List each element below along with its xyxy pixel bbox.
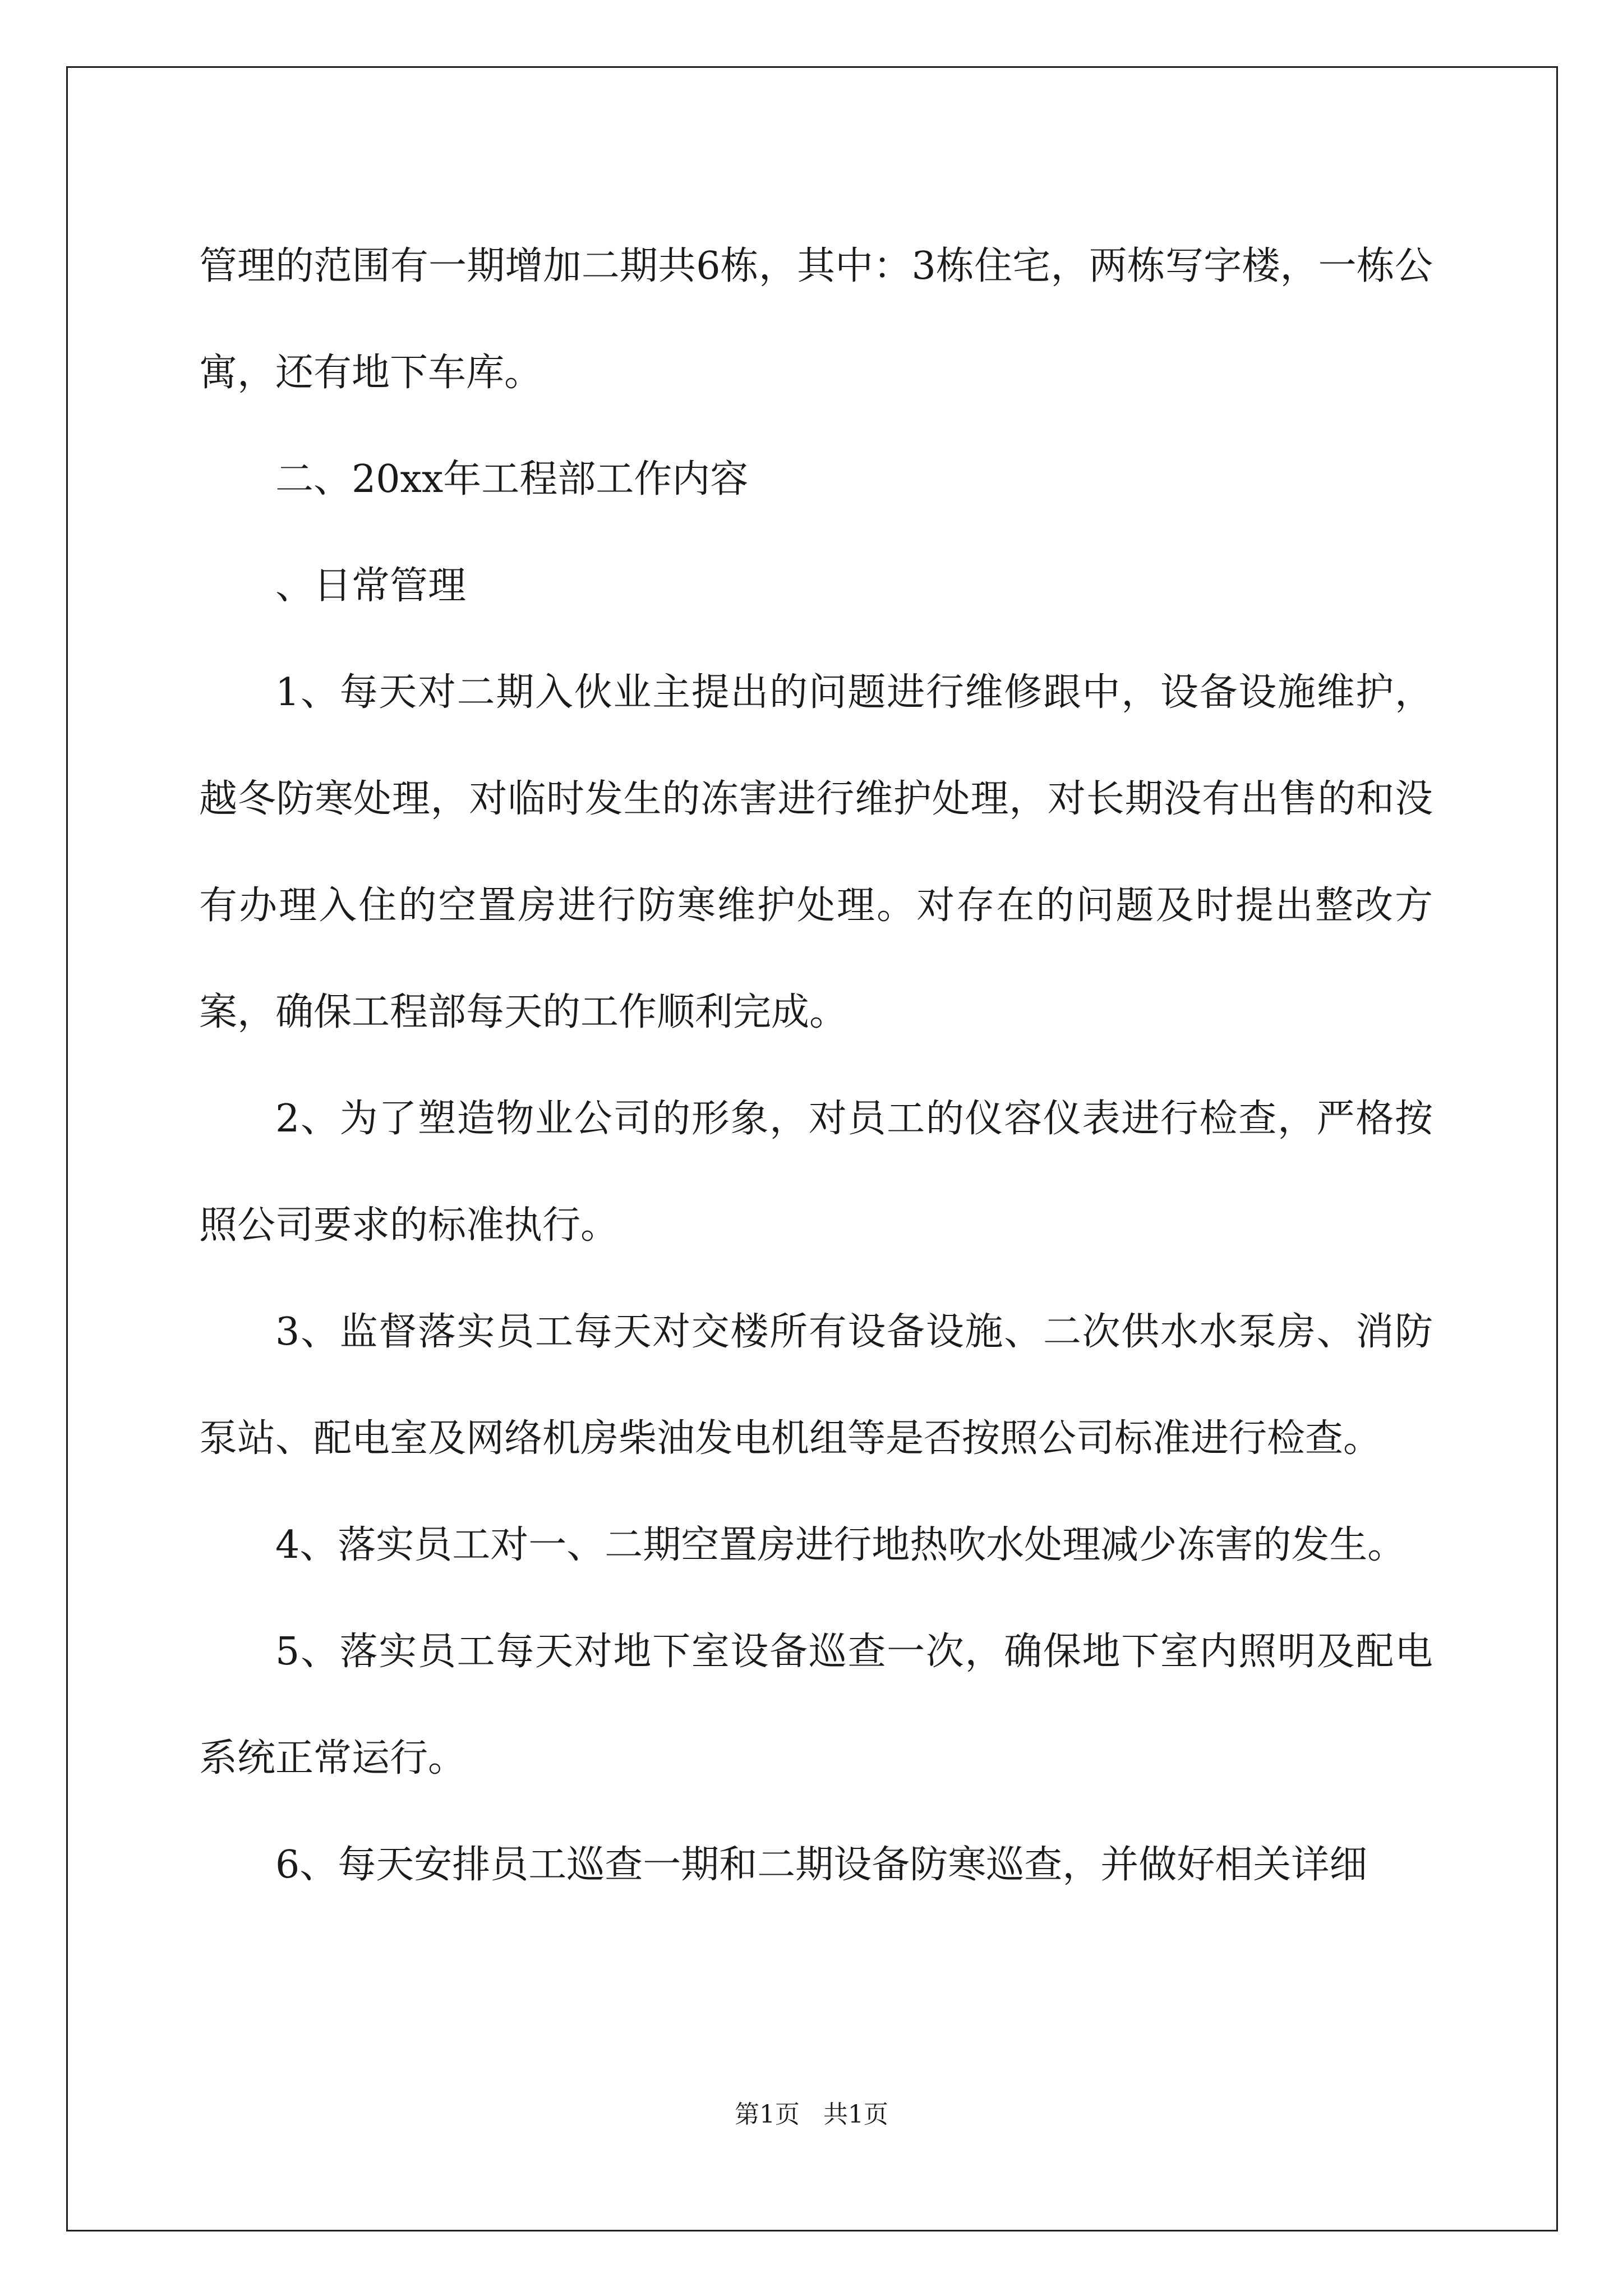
paragraph-item-2: 2、为了塑造物业公司的形象，对员工的仪容仪表进行检查，严格按照公司要求的标准执行。 — [199, 1097, 1433, 1248]
document-body — [199, 213, 1433, 1918]
paragraph-item-5: 5、落实员工每天对地下室设备巡查一次，确保地下室内照明及配电系统正常运行。 — [199, 1630, 1433, 1780]
heading-daily-management: 、日常管理 — [275, 564, 467, 608]
paragraph-item-6: 6、每天安排员工巡查一期和二期设备防寒巡查，并做好相关详细 — [275, 1843, 1368, 1887]
paragraph-item-3: 3、监督落实员工每天对交楼所有设备设施、二次供水水泵房、消防泵站、配电室及网络机房柴油发电机组等是否按照公司标准进行检查。 — [199, 1310, 1433, 1461]
paragraph-scope: 管理的范围有一期增加二期共6栋，其中：3栋住宅，两栋写字楼，一栋公寓，还有地下车库。 — [199, 244, 1433, 395]
page-footer: 第1页 共1页 — [735, 2100, 888, 2129]
paragraph-item-4: 4、落实员工对一、二期空置房进行地热吹水处理减少冻害的发生。 — [275, 1523, 1406, 1567]
heading-section-two: 二、20xx年工程部工作内容 — [275, 457, 749, 501]
paragraph-item-1: 1、每天对二期入伙业主提出的问题进行维修跟中，设备设施维护，越冬防寒处理，对临时发生的冻害进行维护处理，对长期没有出售的和没有办理入住的空置房进行防寒维护处理。对存在的问题及时提出整改方案，确保工程部每天的工作顺利完成。 — [199, 670, 1433, 1034]
